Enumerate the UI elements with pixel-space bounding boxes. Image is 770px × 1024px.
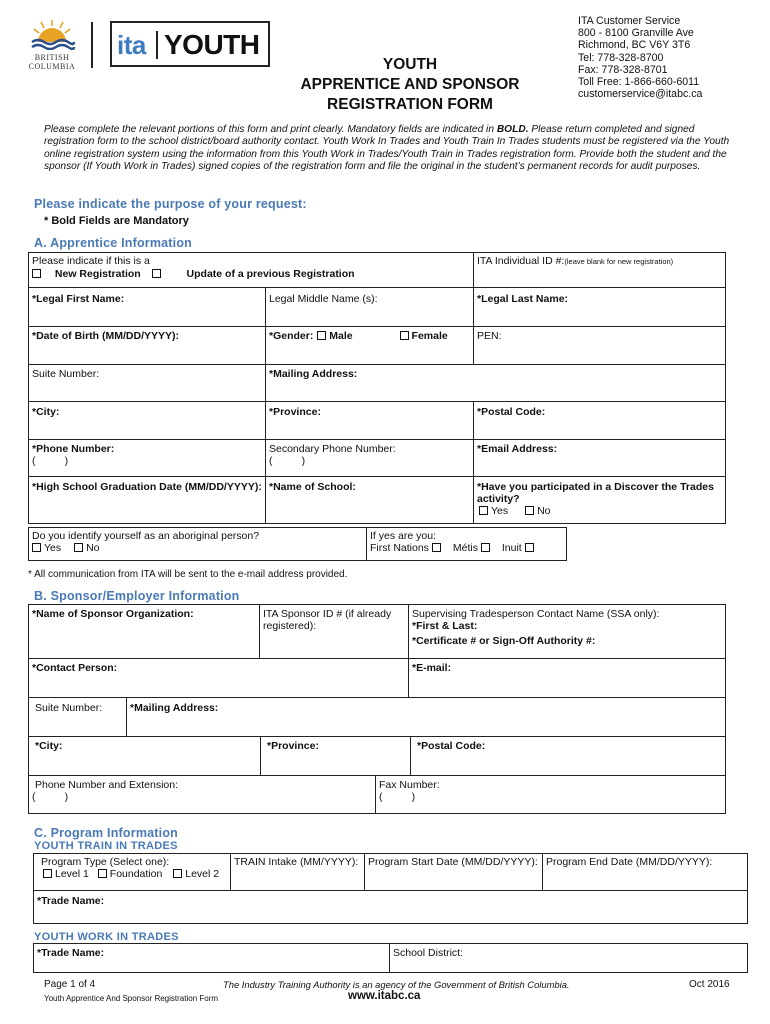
suite-number-label: Suite Number: (32, 368, 100, 380)
level2-label: Level 2 (185, 868, 220, 880)
legal-middle-name-label: Legal Middle Name (s): (269, 293, 378, 305)
if-yes-label: If yes are you: (370, 530, 436, 542)
train-intake-field[interactable] (230, 853, 365, 891)
sponsor-suite-field[interactable] (28, 697, 127, 737)
discover-yes-label: Yes (491, 505, 509, 517)
grad-date-field[interactable] (28, 476, 266, 524)
contact-person-label: *Contact Person: (32, 662, 118, 674)
train-intake-label: TRAIN Intake (MM/YYYY): (234, 856, 359, 868)
grad-date-label: *High School Graduation Date (MM/DD/YYYY): (32, 481, 262, 493)
sponsor-postal-field[interactable] (410, 736, 726, 776)
discover-trades-cell (473, 476, 726, 524)
sponsor-fax-label: Fax Number: (379, 779, 440, 791)
youth-work-heading: YOUTH WORK IN TRADES (34, 931, 179, 943)
school-name-label: *Name of School: (269, 481, 356, 493)
mandatory-note: * Bold Fields are Mandatory (44, 215, 189, 227)
sponsor-email-field[interactable] (408, 658, 726, 698)
program-end-label: Program End Date (MM/DD/YYYY): (546, 856, 713, 868)
contact-line: Tel: 778-328-8700 (578, 51, 664, 64)
indicate-label: Please indicate if this is a (32, 255, 150, 267)
first-nations-checkbox[interactable] (432, 543, 441, 552)
ita-contact-block (578, 15, 702, 100)
date-of-birth-field[interactable] (28, 326, 266, 365)
new-registration-label: New Registration (54, 268, 141, 280)
bc-logo-line2: COLUMBIA (28, 62, 76, 71)
secondary-phone-field[interactable] (265, 439, 474, 477)
youth-logo-text: YOUTH (164, 29, 260, 60)
aboriginal-no-checkbox[interactable] (74, 543, 83, 552)
legal-first-name-label: *Legal First Name: (32, 293, 125, 305)
work-trade-name-label: *Trade Name: (37, 947, 105, 959)
legal-first-name-field[interactable] (28, 287, 266, 327)
contact-line: ITA Customer Service (578, 15, 681, 27)
city-label: *City: (32, 406, 60, 418)
footer-form-name: Youth Apprentice And Sponsor Registration Form (44, 994, 219, 1003)
mailing-address-label: *Mailing Address: (269, 368, 358, 380)
communication-note: * All communication from ITA will be sent to the e-mail address provided. (28, 569, 348, 580)
secondary-phone-parens: ( ) (269, 455, 306, 467)
foundation-checkbox[interactable] (98, 869, 107, 878)
legal-last-name-field[interactable] (473, 287, 726, 327)
update-registration-checkbox[interactable] (152, 269, 161, 278)
gender-label: *Gender: (269, 330, 314, 342)
sponsor-province-field[interactable] (260, 736, 411, 776)
school-name-field[interactable] (265, 476, 474, 524)
phone-number-field[interactable] (28, 439, 266, 477)
foundation-label: Foundation (109, 868, 163, 880)
suite-number-field[interactable] (28, 364, 266, 402)
section-b-heading: B. Sponsor/Employer Information (34, 589, 240, 603)
pen-field[interactable] (473, 326, 726, 365)
contact-line: Richmond, BC V6Y 3T6 (578, 39, 691, 52)
sponsor-province-label: *Province: (267, 740, 319, 752)
footer-date: Oct 2016 (689, 979, 730, 990)
supervising-label: Supervising Tradesperson Contact Name (SSA only): (412, 608, 660, 620)
supervising-tradesperson-cell[interactable] (408, 604, 726, 659)
inuit-checkbox[interactable] (525, 543, 534, 552)
page-number: Page 1 of 4 (44, 979, 96, 990)
update-registration-label: Update of a previous Registration (186, 268, 355, 280)
gender-cell (265, 326, 474, 365)
discover-trades-question: *Have you participated in a Discover the Trades activity? (477, 481, 714, 505)
sponsor-phone-parens: ( ) (32, 791, 69, 803)
bc-logo (24, 18, 80, 70)
dob-label: *Date of Birth (MM/DD/YYYY): (32, 330, 179, 342)
gender-female-label: Female (411, 330, 448, 342)
contact-line: Toll Free: 1-866-660-6011 (578, 76, 700, 89)
aboriginal-group-cell (366, 527, 567, 561)
program-type-cell (33, 853, 231, 891)
mailing-address-field[interactable] (265, 364, 726, 402)
postal-code-label: *Postal Code: (477, 406, 546, 418)
legal-last-name-label: *Legal Last Name: (477, 293, 569, 305)
sponsor-id-field[interactable] (259, 604, 409, 659)
intro-bold-word: BOLD. (496, 124, 529, 135)
city-field[interactable] (28, 401, 266, 440)
youth-train-heading: YOUTH TRAIN IN TRADES (34, 840, 178, 852)
ita-logo-text: ita (117, 30, 146, 60)
sponsor-city-field[interactable] (28, 736, 261, 776)
email-address-label: *Email Address: (477, 443, 558, 455)
aboriginal-yes-checkbox[interactable] (32, 543, 41, 552)
program-type-label: Program Type (Select one): (41, 856, 170, 868)
aboriginal-question: Do you identify yourself as an aboriginal person? (32, 530, 260, 542)
sponsor-org-field[interactable] (28, 604, 260, 659)
intro-text: Please complete the relevant portions of this form and print clearly. Mandatory fields are indicated in (44, 124, 497, 135)
discover-yes-checkbox[interactable] (479, 506, 488, 515)
discover-no-label: No (537, 505, 551, 517)
secondary-phone-label: Secondary Phone Number: (269, 443, 396, 455)
province-label: *Province: (269, 406, 321, 418)
ita-youth-logo (110, 21, 270, 67)
form-title-line1: YOUTH (382, 56, 438, 73)
sponsor-id-label: ITA Sponsor ID # (if already registered): (263, 608, 392, 632)
form-title-line3: REGISTRATION FORM (327, 96, 493, 113)
bc-sun-icon (24, 18, 80, 50)
school-district-label: School District: (393, 947, 464, 959)
logo-separator (156, 31, 158, 59)
first-nations-label: First Nations (370, 542, 429, 554)
program-end-field[interactable] (542, 853, 748, 891)
agency-statement: The Industry Training Authority is an agency of the Government of British Columbia. (223, 979, 570, 990)
gender-female-checkbox[interactable] (400, 331, 409, 340)
logo-divider (91, 22, 93, 68)
contact-email-link[interactable]: customerservice@itabc.ca (578, 88, 703, 101)
train-trade-name-field[interactable] (33, 890, 748, 924)
postal-code-field[interactable] (473, 401, 726, 440)
sponsor-org-label: *Name of Sponsor Organization: (32, 608, 194, 620)
form-title (285, 55, 535, 115)
contact-line: Fax: 778-328-8701 (578, 63, 668, 76)
discover-no-checkbox[interactable] (525, 506, 534, 515)
certificate-label: *Certificate # or Sign-Off Authority #: (412, 635, 596, 647)
aboriginal-no-label: No (86, 542, 100, 554)
gender-male-label: Male (329, 330, 353, 342)
sponsor-suite-label: Suite Number: (35, 702, 103, 714)
new-registration-checkbox[interactable] (32, 269, 41, 278)
contact-line: 800 - 8100 Granville Ave (578, 27, 694, 40)
train-trade-name-label: *Trade Name: (37, 895, 105, 907)
intro-paragraph (44, 124, 734, 174)
level1-checkbox[interactable] (43, 869, 52, 878)
program-start-field[interactable] (364, 853, 543, 891)
bc-logo-line1: BRITISH (34, 53, 70, 62)
section-c-heading: C. Program Information (34, 826, 178, 840)
sponsor-fax-field[interactable] (375, 775, 726, 814)
email-address-field[interactable] (473, 439, 726, 477)
sponsor-phone-label: Phone Number and Extension: (35, 779, 179, 791)
metis-label: Métis (452, 542, 478, 554)
intro-text-rest: Please return completed and signed registration form to the school district/board authority contact. Youth Work In Trades and Youth Train In Trades students must be registered via the Youth online registration system using the information from this Youth Work in Trades/Youth Train in Trades registration form. Provide both the student and the sponsor (If Youth Work in Trades) signed copies of the registration form and file the original in the student’s permanent records for audit purposes. (44, 124, 730, 173)
program-start-label: Program Start Date (MM/DD/YYYY): (368, 856, 538, 868)
registration-type-cell (28, 252, 474, 288)
inuit-label: Inuit (501, 542, 522, 554)
footer-website-link[interactable]: www.itabc.ca (348, 990, 421, 1002)
school-district-field[interactable] (389, 943, 748, 973)
level1-label: Level 1 (55, 868, 89, 880)
gender-male-checkbox[interactable] (317, 331, 326, 340)
work-trade-name-field[interactable] (33, 943, 390, 973)
sponsor-mailing-label: *Mailing Address: (130, 702, 219, 714)
purpose-heading: Please indicate the purpose of your request: (34, 197, 307, 211)
first-last-label: *First & Last: (412, 620, 478, 632)
sponsor-mailing-field[interactable] (126, 697, 726, 737)
level2-checkbox[interactable] (173, 869, 182, 878)
phone-number-label: *Phone Number: (32, 443, 115, 455)
aboriginal-yes-label: Yes (44, 542, 62, 554)
phone-parens: ( ) (32, 455, 69, 467)
pen-label: PEN: (477, 330, 502, 342)
province-field[interactable] (265, 401, 474, 440)
sponsor-email-label: *E-mail: (412, 662, 452, 674)
ita-id-cell[interactable] (473, 252, 726, 288)
form-title-line2: APPRENTICE AND SPONSOR (300, 76, 520, 93)
aboriginal-question-cell (28, 527, 367, 561)
legal-middle-name-field[interactable] (265, 287, 474, 327)
ita-id-label: ITA Individual ID #: (477, 255, 565, 267)
sponsor-postal-label: *Postal Code: (417, 740, 486, 752)
sponsor-phone-field[interactable] (28, 775, 376, 814)
contact-person-field[interactable] (28, 658, 409, 698)
sponsor-city-label: *City: (35, 740, 63, 752)
metis-checkbox[interactable] (481, 543, 490, 552)
sponsor-fax-parens: ( ) (379, 791, 416, 803)
ita-id-note: (leave blank for new registration) (564, 257, 674, 266)
section-a-heading: A. Apprentice Information (34, 236, 193, 250)
